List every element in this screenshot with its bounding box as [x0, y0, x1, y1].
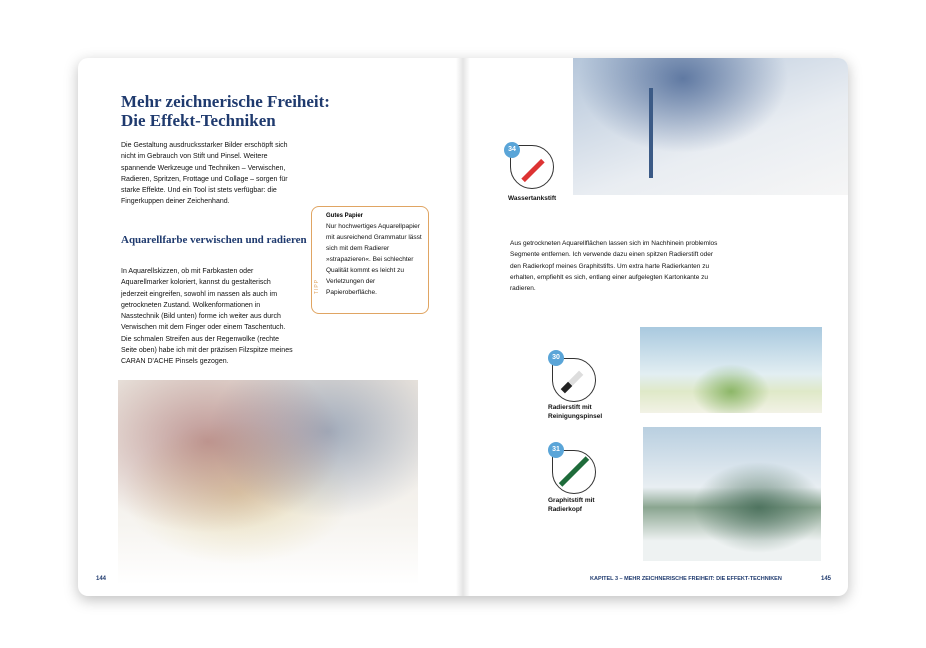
page-number-left: 144 [96, 576, 107, 582]
gutter [456, 58, 470, 596]
rain-cloud-image [573, 58, 848, 195]
subheading: Aquarellfarbe verwischen und radieren [121, 234, 307, 246]
tool-caption: Graphitstift mit Radierkopf [548, 497, 595, 513]
graphite-pencil-icon [559, 456, 589, 486]
eraser-pen-icon [561, 371, 584, 394]
landscape-sky-image [640, 327, 822, 413]
tip-text: Nur hochwertiges Aquarellpapier mit ausreichend Grammatur lässt sich mit dem Radierer »strapazieren«. Bei schlechter Qualität kommt es leicht zu Verletzungen der Papieroberfläche. [326, 223, 422, 296]
tool-number-badge: 34 [504, 142, 520, 158]
tip-box [311, 206, 429, 314]
body-text: In Aquarellskizzen, ob mit Farbkasten oder Aquarellmarker koloriert, kannst du gestalterisch jederzeit eingreifen, sowohl im nassen als auch im getrockneten Zustand. Wolkenformationen in Nasstechnik (Bild unten) forme ich weiter aus durch Verwischen mit dem Finger oder einem Taschentuch. Die schmalen Streifen aus der Regenwolke (rechte Seite oben) habe ich mit der präzisen Filzspitze meines CARAN D'ACHE Pinsels gezogen. [121, 268, 293, 366]
page-number-right: 145 [821, 576, 832, 582]
page-title-line-2: Die Effekt-Techniken [121, 111, 276, 130]
tool-caption: Wassertankstift [508, 195, 557, 202]
intro-text: Die Gestaltung ausdrucksstarker Bilder erschöpft sich nicht im Gebrauch von Stift und Pinsel. Weitere spannende Werkzeuge und Techniken – Verwischen, Radieren, Spritzen, Frottage und Collage – sorgen für starke Effekte. Und ein Tool ist stets verfügbar: die Fingerkuppen deiner Zeichenhand. [121, 142, 288, 206]
rain-stripe [649, 88, 653, 178]
chapter-footer: KAPITEL 3 – MEHR ZEICHNERISCHE FREIHEIT: DIE EFFEKT-TECHNIKEN [590, 576, 782, 582]
winter-landscape-image [643, 427, 821, 561]
page-title [121, 92, 441, 130]
tool-number-badge: 30 [548, 350, 564, 366]
watercolor-clouds-image [118, 380, 418, 585]
water-brush-pen-icon [521, 159, 544, 182]
right-body-text: Aus getrockneten Aquarellflächen lassen sich im Nachhinein problemlos Segmente entfernen. Ich verwende dazu einen spitzen Radierstift oder den Radierkopf meines Graphitstifts. Um extra harte Radierkanten zu erhalten, empfiehlt es sich, entlang einer aufgelegten Kartonkante zu radieren. [510, 240, 718, 293]
book-spread [78, 58, 848, 596]
tip-label: TIPP [314, 279, 320, 295]
tip-title: Gutes Papier [326, 213, 364, 219]
tool-caption: Radierstift mit Reinigungspinsel [548, 404, 603, 420]
tool-number-badge: 31 [548, 442, 564, 458]
page-title-line-1: Mehr zeichnerische Freiheit: [121, 92, 330, 111]
